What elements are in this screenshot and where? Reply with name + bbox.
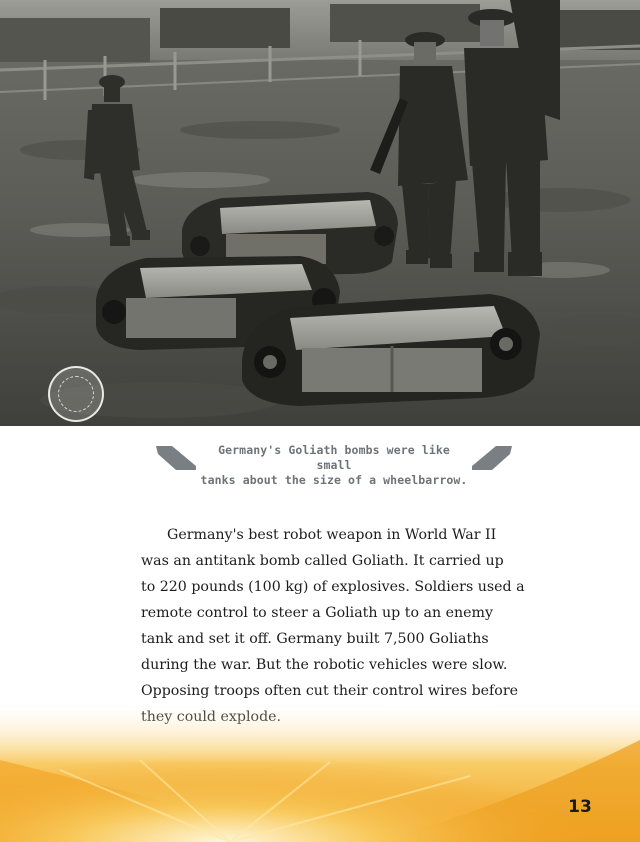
- body-line: tank and set it off. Germany built 7,500 Goliaths: [141, 631, 489, 647]
- bracket-right-icon: [470, 444, 514, 470]
- body-line: during the war. But the robotic vehicles were slow.: [141, 657, 508, 673]
- body-paragraph: [141, 522, 551, 730]
- page-number: 13: [568, 797, 592, 817]
- body-line: Opposing troops often cut their control wires before: [141, 683, 519, 699]
- bracket-left-icon: [154, 444, 198, 470]
- body-line: Germany's best robot weapon in World War II: [167, 527, 497, 543]
- body-line: remote control to steer a Goliath up to an enemy: [141, 605, 494, 621]
- caption-area: [0, 426, 640, 486]
- caption-line-1: Germany's Goliath bombs were like small: [218, 443, 450, 472]
- photo-credit-seal: [48, 366, 104, 422]
- caption-line-2: tanks about the size of a wheelbarrow.: [200, 473, 468, 487]
- body-line: to 220 pounds (100 kg) of explosives. Soldiers used a: [141, 579, 525, 595]
- bottom-glow-decoration: [0, 700, 640, 842]
- body-line: was an antitank bomb called Goliath. It carried up: [141, 553, 504, 569]
- photo-caption: [200, 443, 468, 488]
